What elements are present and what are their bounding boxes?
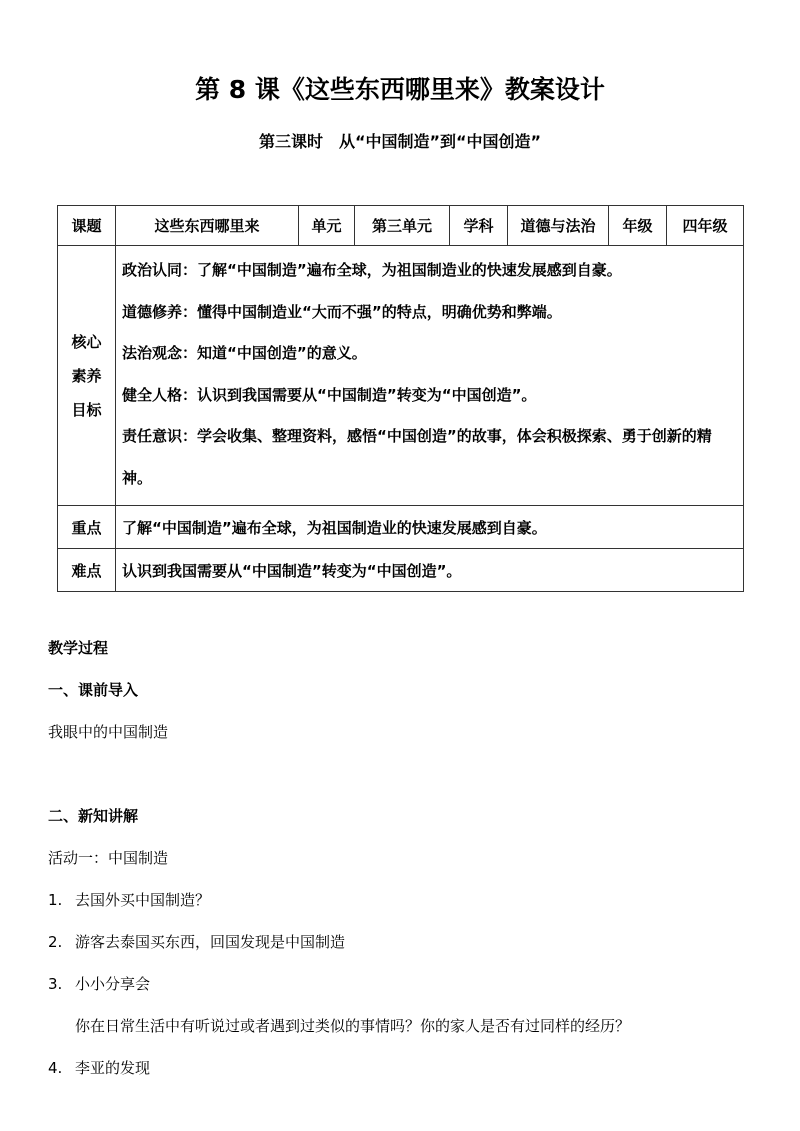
- table-cell-topic-value: 这些东西哪里来: [116, 206, 299, 246]
- table-cell-grade-label: 年级: [609, 206, 667, 246]
- core-label-line: 素养: [71, 366, 102, 385]
- lesson-info-table: [57, 205, 744, 592]
- list-item-text: 游客去泰国买东西，回国发现是中国制造: [75, 933, 346, 951]
- sharing-question: 你在日常生活中有听说过或者遇到过类似的事情吗？你的家人是否有过同样的经历？: [75, 1017, 631, 1035]
- list-item-text: 小小分享会: [75, 975, 151, 993]
- teaching-process-heading: 教学过程: [48, 639, 109, 657]
- key-point-label: 重点: [58, 506, 116, 549]
- section1-text: 我眼中的中国制造: [48, 723, 169, 741]
- table-header-row: [58, 206, 744, 246]
- core-literacy-content: [116, 246, 744, 506]
- core-item-moral: 道德修养：懂得中国制造业“大而不强”的特点，明确优势和弊端。: [122, 302, 562, 321]
- page-title: 第 8 课《这些东西哪里来》教案设计: [195, 75, 605, 104]
- key-point-row: [58, 506, 744, 549]
- core-literacy-row: [58, 246, 744, 506]
- section2-heading: 二、新知讲解: [48, 807, 139, 825]
- section1-heading: 一、课前导入: [48, 681, 139, 699]
- table-cell-subject-value: 道德与法治: [508, 206, 609, 246]
- list-item-text: 去国外买中国制造？: [75, 891, 211, 909]
- list-item: [48, 931, 345, 953]
- list-item-number: 4.: [48, 1059, 63, 1077]
- list-item: [48, 1057, 150, 1079]
- list-item-number: 3.: [48, 975, 63, 993]
- list-item: [48, 889, 210, 911]
- key-point-text: 了解“中国制造”遍布全球，为祖国制造业的快速发展感到自豪。: [116, 506, 744, 549]
- list-item-text: 李亚的发现: [75, 1059, 151, 1077]
- list-item-number: 2.: [48, 933, 63, 951]
- difficulty-row: [58, 549, 744, 592]
- difficulty-text: 认识到我国需要从“中国制造”转变为“中国创造”。: [116, 549, 744, 592]
- table-cell-unit-value: 第三单元: [355, 206, 450, 246]
- difficulty-label: 难点: [58, 549, 116, 592]
- activity-one-title: 活动一：中国制造: [48, 849, 169, 867]
- table-cell-subject-label: 学科: [450, 206, 508, 246]
- table-cell-unit-label: 单元: [299, 206, 355, 246]
- page-subtitle: 第三课时 从“中国制造”到“中国创造”: [258, 132, 542, 151]
- core-label-line: 目标: [71, 400, 102, 419]
- table-cell-grade-value: 四年级: [667, 206, 744, 246]
- core-item-responsibility: 责任意识：学会收集、整理资料，感悟“中国创造”的故事，体会积极探索、勇于创新的精神。: [122, 427, 712, 487]
- core-item-personality: 健全人格：认识到我国需要从“中国制造”转变为“中国创造”。: [122, 385, 537, 404]
- list-item-number: 1.: [48, 891, 63, 909]
- table-cell-topic-label: 课题: [58, 206, 116, 246]
- list-item: [48, 973, 150, 995]
- core-item-political: 政治认同：了解“中国制造”遍布全球，为祖国制造业的快速发展感到自豪。: [122, 261, 622, 279]
- core-label-line: 核心: [71, 332, 102, 351]
- core-literacy-label: [58, 246, 116, 506]
- core-item-legal: 法治观念：知道“中国创造”的意义。: [122, 344, 367, 362]
